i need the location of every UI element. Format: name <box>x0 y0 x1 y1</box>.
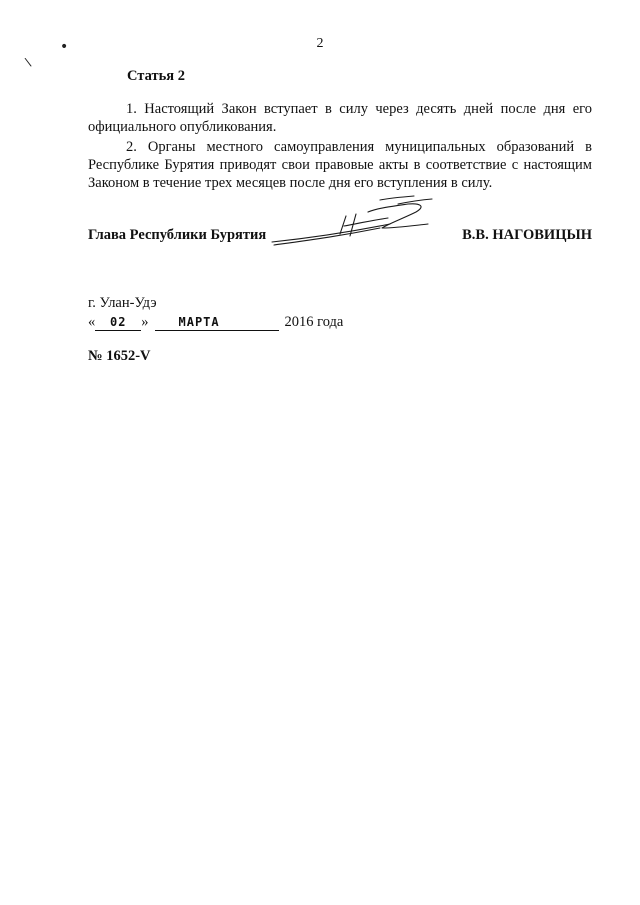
scan-speck: • <box>60 39 69 55</box>
signing-date <box>88 314 343 331</box>
handwritten-signature <box>270 190 450 260</box>
date-day: 02 <box>95 314 141 331</box>
date-close-quote: » <box>141 314 149 330</box>
paragraph-text: 2. Органы местного самоуправления муниципальных образований в Республике Бурятия приводят свои правовые акты в соответствие с настоящим Законом в течение трех месяцев после дня его вступления в силу. <box>88 139 592 191</box>
article-heading: Статья 2 <box>127 68 185 84</box>
place-of-signing: г. Улан-Удэ <box>88 295 157 311</box>
date-month: МАРТА <box>155 314 279 331</box>
signature-row <box>88 227 592 247</box>
scan-mark: \ <box>23 54 33 70</box>
date-open-quote: « <box>88 314 96 330</box>
article-paragraph-1 <box>88 100 592 136</box>
signatory-name: В.В. НАГОВИЦЫН <box>462 227 592 243</box>
date-year: 2016 года <box>284 314 344 330</box>
signatory-title: Глава Республики Бурятия <box>88 227 267 243</box>
article-paragraph-2 <box>88 138 592 192</box>
paragraph-text: 1. Настоящий Закон вступает в силу через десять дней после дня его официального опубликования. <box>88 101 592 135</box>
page-number: 2 <box>316 36 324 51</box>
document-number: № 1652-V <box>88 348 151 364</box>
